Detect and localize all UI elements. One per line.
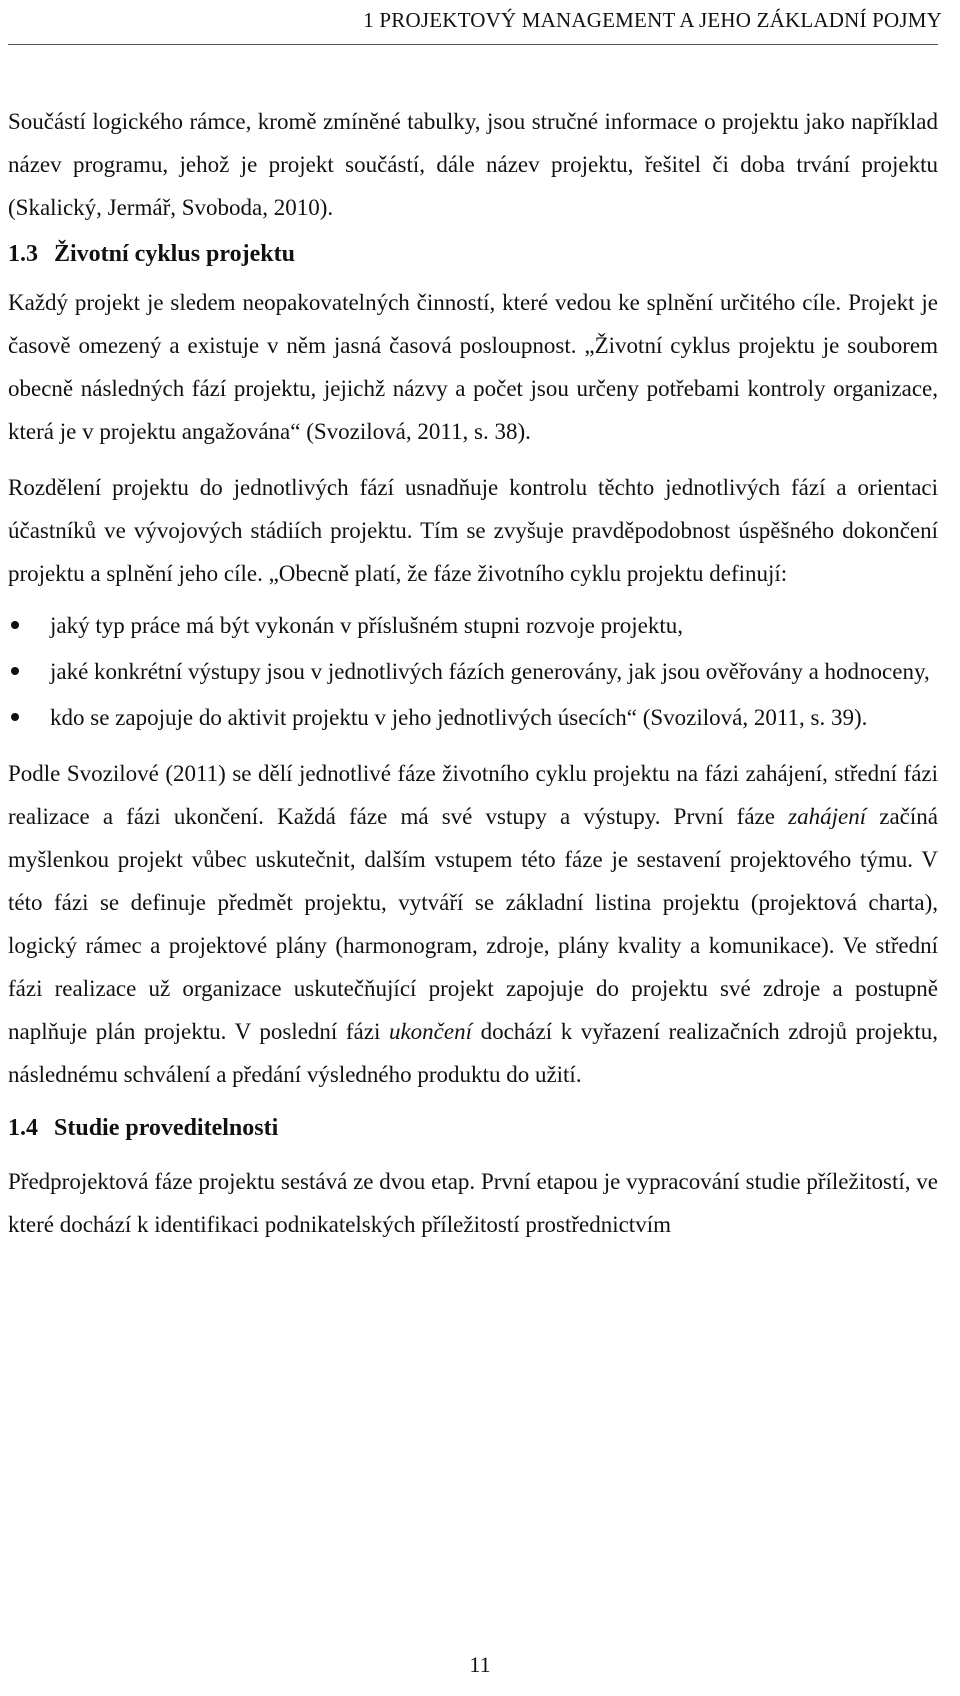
text-run: Podle Svozilové (2011) se dělí jednotlivé fáze životního cyklu projektu na fázi zahájení, střední fázi realizace a fázi ukončení. Každá fáze má své vstupy a výstupy. První fáze [8, 761, 938, 829]
section-title: Životní cyklus projektu [54, 241, 295, 267]
section-heading-1-3 [8, 233, 938, 276]
list-item: jaké konkrétní výstupy jsou v jednotlivých fázích generovány, jak jsou ověřovány a hodnoceny, [8, 650, 938, 693]
running-header: 1 PROJEKTOVÝ MANAGEMENT A JEHO ZÁKLADNÍ POJMY [363, 8, 942, 32]
emphasis-ukonceni: ukončení [388, 1019, 472, 1044]
paragraph-logframe-info: Součástí logického rámce, kromě zmíněné tabulky, jsou stručné informace o projektu jako například název programu, jehož je projekt součástí, dále název projektu, řešitel či doba trvání projektu (Skalický, Jermář, Svoboda, 2010). [8, 109, 938, 220]
text-run: začíná myšlenkou projekt vůbec uskutečnit, dalším vstupem této fáze je sestavení projektového týmu. V této fázi se definuje předmět projektu, vytváří se základní listina projektu (projektová charta), logický rámec a projektové plány (harmonogram, zdroje, plány kvality a komunikace). Ve střední fázi realizace už organizace uskutečňující projekt zapojuje do projektu své zdroje a postupně naplňuje plán projektu. V poslední fázi [8, 804, 938, 1044]
list-item: kdo se zapojuje do aktivit projektu v jeho jednotlivých úsecích“ (Svozilová, 2011, s. 39). [8, 696, 938, 739]
section-number: 1.3 [8, 241, 38, 267]
paragraph-lifecycle-phases [8, 752, 938, 1096]
list-item: jaký typ práce má být vykonán v příslušném stupni rozvoje projektu, [8, 604, 938, 647]
emphasis-zahajeni: zahájení [788, 804, 867, 829]
paragraph-project-lifecycle: Každý projekt je sledem neopakovatelných činností, které vedou ke splnění určitého cíle. Projekt je časově omezený a existuje v něm jasná časová posloupnost. „Životní cyklus projektu je souborem obecně následných fází projektu, jejichž názvy a počet jsou určeny potřebami kontroly organizace, která je v projektu angažována“ (Svozilová, 2011, s. 38). [8, 290, 938, 444]
section-title: Studie proveditelnosti [54, 1115, 279, 1141]
paragraph-phase-division: Rozdělení projektu do jednotlivých fází usnadňuje kontrolu těchto jednotlivých fází a orientaci účastníků ve vývojových stádiích projektu. Tím se zvyšuje pravděpodobnost úspěšného dokončení projektu a splnění jeho cíle. „Obecně platí, že fáze životního cyklu projektu definují: [8, 475, 938, 586]
header-rule [8, 44, 938, 45]
page-body [8, 100, 938, 1246]
section-heading-1-4 [8, 1107, 938, 1150]
section-number: 1.4 [8, 1115, 38, 1141]
phase-definition-list [8, 604, 938, 739]
text-run: dochází k vyřazení realizačních zdrojů projektu, následnému schválení a předání výsledného produktu do užití. [8, 1019, 938, 1087]
paragraph-pre-project-phase: Předprojektová fáze projektu sestává ze dvou etap. První etapou je vypracování studie příležitostí, ve které dochází k identifikaci podnikatelských příležitostí prostřednictvím [8, 1169, 938, 1237]
page-number: 11 [469, 1652, 491, 1677]
